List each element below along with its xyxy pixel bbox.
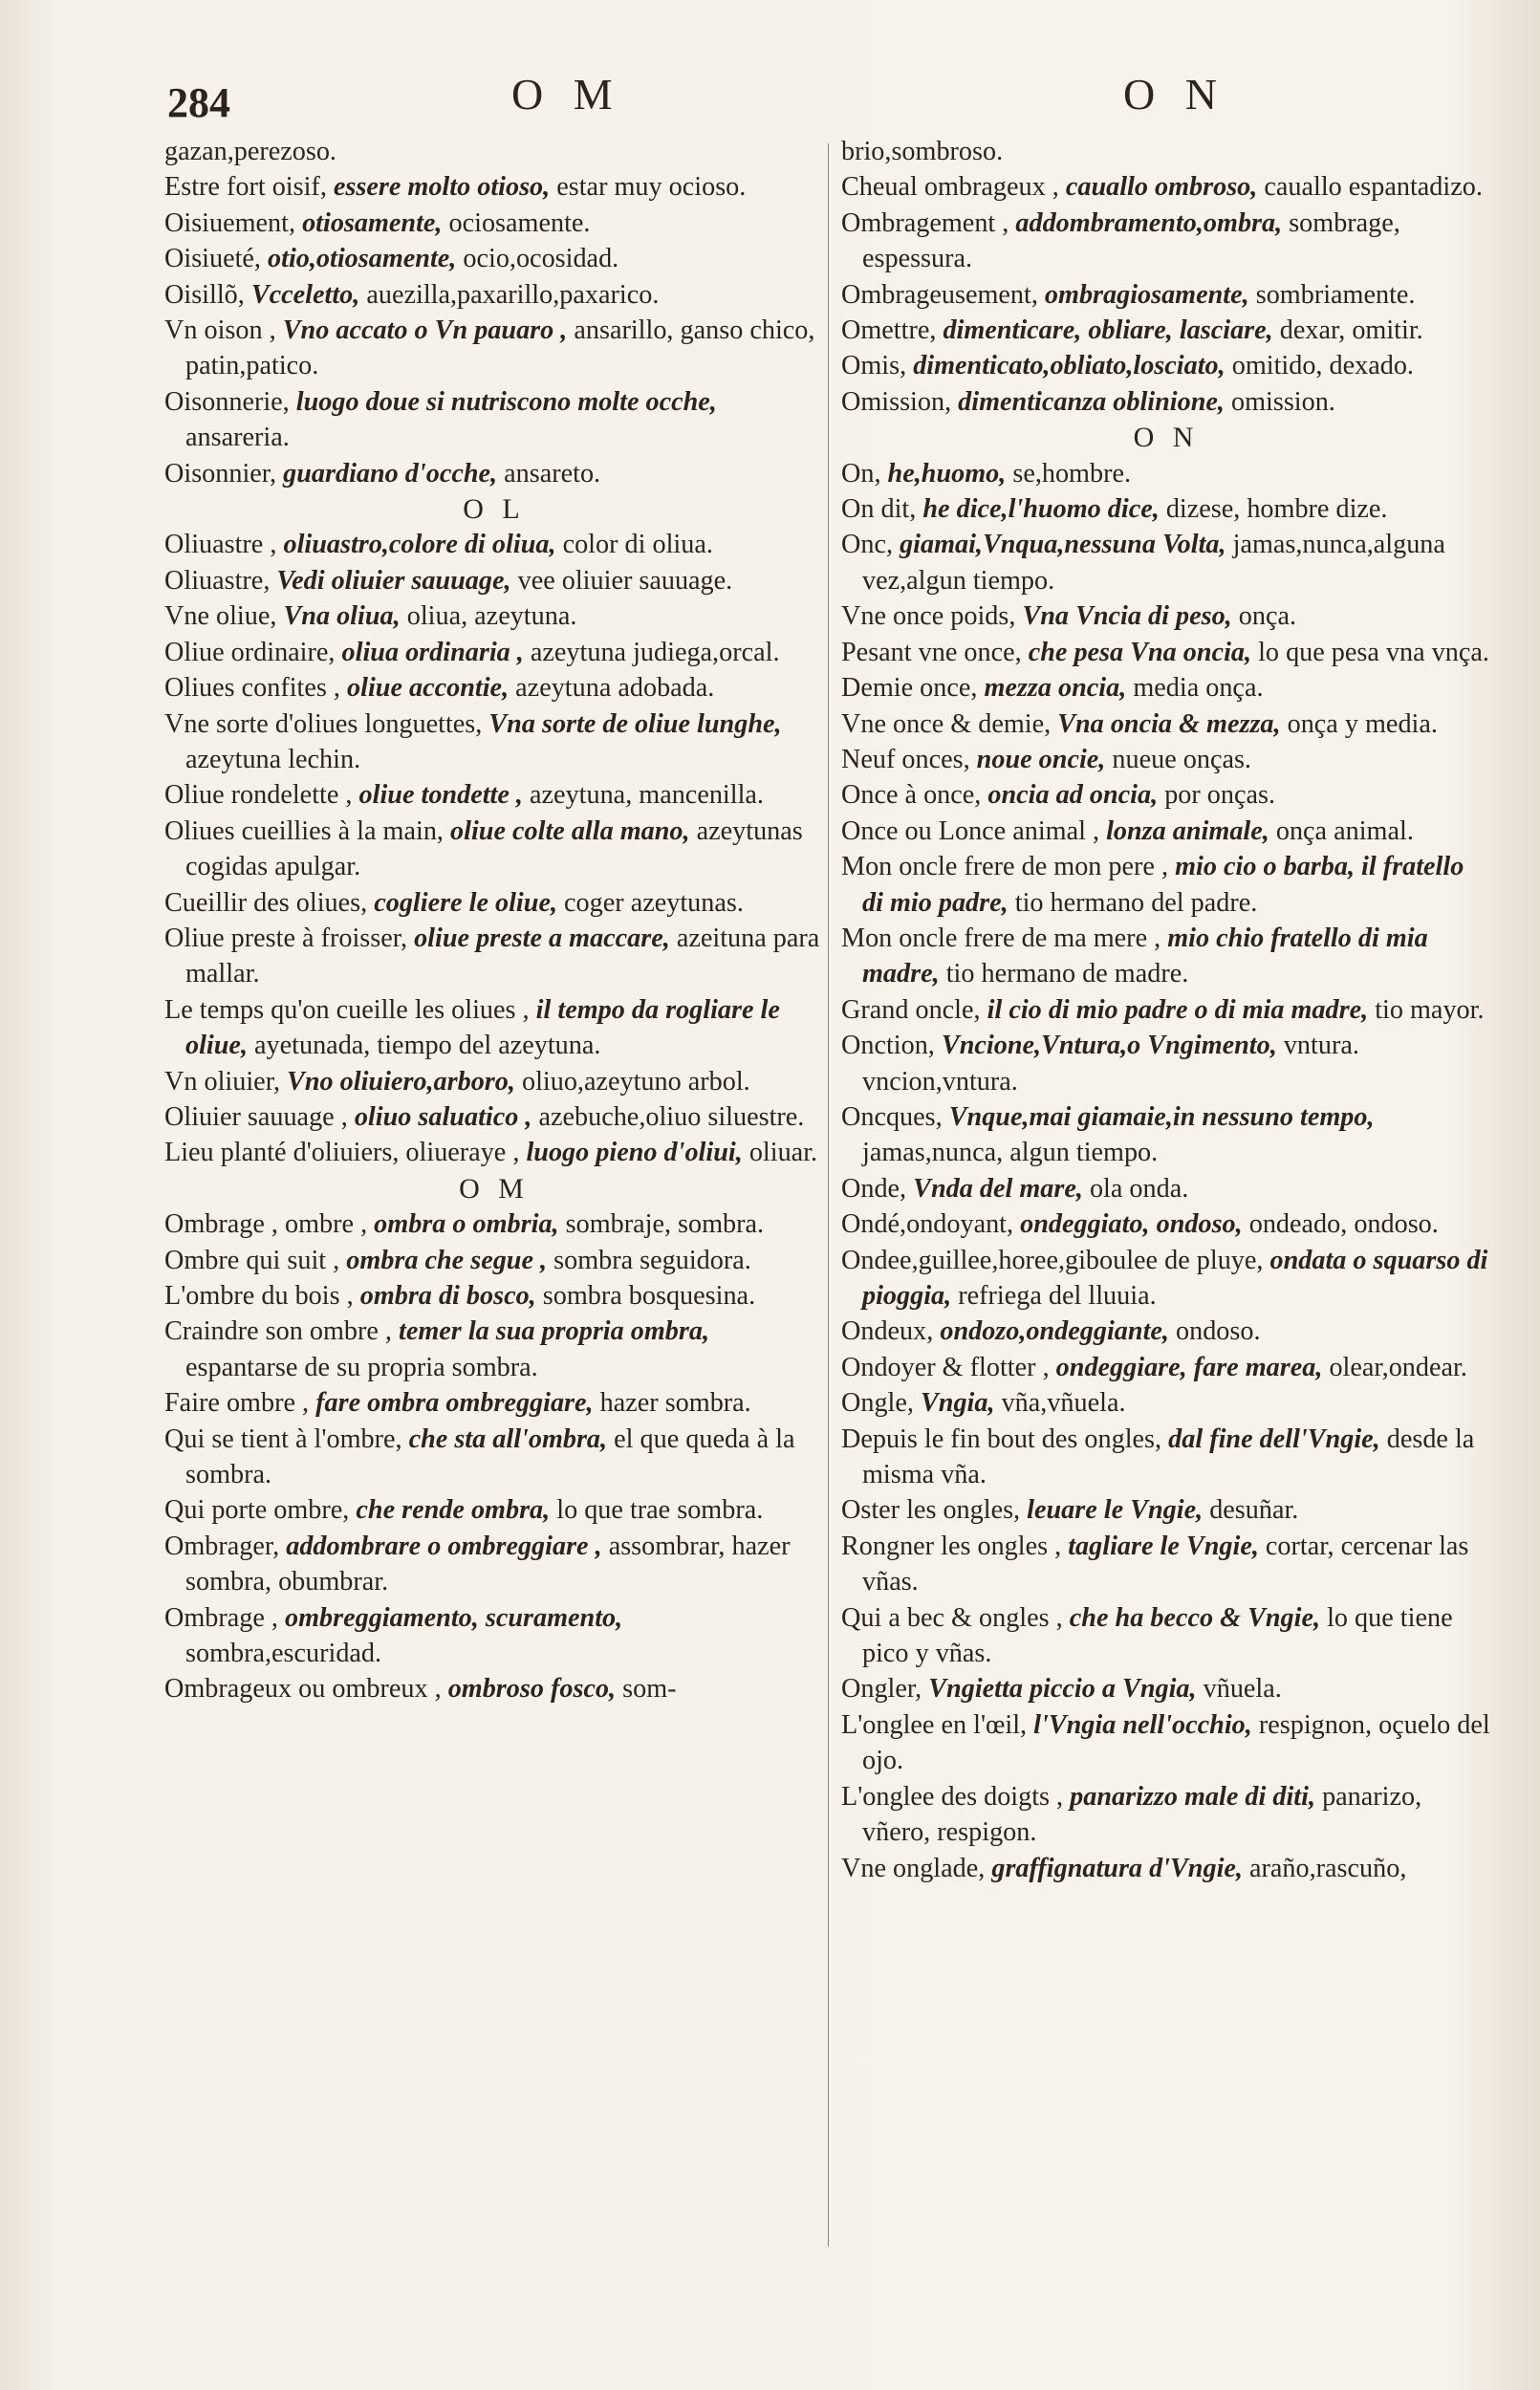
french-term: Oliue preste à froisser, bbox=[164, 923, 408, 953]
spanish-translation: jamas,nunca,alguna vez,algun tiempo. bbox=[862, 530, 1445, 596]
italian-translation: oliuo saluatico , bbox=[354, 1101, 532, 1132]
dictionary-entry bbox=[164, 1206, 824, 1242]
french-term: L'onglee en l'œil, bbox=[841, 1709, 1028, 1740]
page-number: 284 bbox=[167, 79, 230, 126]
italian-translation: oliue accontie, bbox=[347, 673, 510, 704]
french-term: L'ombre du bois , bbox=[164, 1281, 354, 1311]
french-term: Estre fort oisif, bbox=[164, 172, 327, 203]
dictionary-entry bbox=[164, 241, 824, 276]
italian-translation: panarizzo male di diti, bbox=[1070, 1781, 1316, 1812]
italian-translation: oliue tondette , bbox=[358, 780, 523, 811]
spanish-translation: nueue onças. bbox=[1112, 744, 1251, 774]
dictionary-entry bbox=[164, 1422, 824, 1493]
french-term: Neuf onces, bbox=[841, 744, 970, 774]
dictionary-entry bbox=[164, 134, 824, 169]
dictionary-entry bbox=[841, 1314, 1491, 1349]
french-term: Ombrageux ou ombreux , bbox=[164, 1674, 442, 1705]
spanish-translation: vntura. vncion,vntura. bbox=[862, 1031, 1359, 1097]
dictionary-entry bbox=[841, 169, 1491, 205]
spanish-translation: vee oliuier sauuage. bbox=[517, 565, 733, 596]
spanish-translation: azeituna para mallar. bbox=[185, 923, 820, 989]
french-term: Faire ombre , bbox=[164, 1388, 310, 1419]
spanish-translation: onça animal. bbox=[1275, 815, 1414, 846]
italian-translation: Vcceletto, bbox=[250, 279, 360, 310]
italian-translation: he,huomo, bbox=[887, 458, 1007, 489]
french-term: Ondeux, bbox=[841, 1316, 934, 1347]
french-term: Oliue rondelette , bbox=[164, 780, 353, 811]
italian-translation: che ha becco & Vngie, bbox=[1069, 1602, 1321, 1633]
spanish-translation: ola onda. bbox=[1089, 1173, 1189, 1204]
italian-translation: dimenticato,obliato,losciato, bbox=[913, 351, 1225, 381]
italian-translation: ondeggiare, fare marea, bbox=[1055, 1352, 1323, 1382]
italian-translation: temer la sua propria ombra, bbox=[399, 1316, 709, 1347]
dictionary-entry bbox=[841, 1243, 1491, 1314]
dictionary-entry bbox=[164, 1492, 824, 1528]
french-term: Ongler, bbox=[841, 1674, 922, 1705]
italian-translation: mezza oncia, bbox=[984, 673, 1127, 704]
french-term: Oliuastre , bbox=[164, 530, 277, 560]
spanish-translation: panarizo, vñero, respigon. bbox=[862, 1781, 1422, 1848]
spanish-translation: lo que trae sombra. bbox=[556, 1495, 764, 1526]
italian-translation: Vngietta piccio a Vngia, bbox=[928, 1674, 1197, 1705]
spanish-translation: dizese, hombre dize. bbox=[1165, 494, 1388, 525]
dictionary-entry bbox=[164, 814, 824, 885]
spanish-translation: oliuar. bbox=[748, 1138, 818, 1168]
spanish-translation: azeytuna, mancenilla. bbox=[530, 780, 764, 811]
spanish-translation: sombra seguidora. bbox=[553, 1245, 751, 1275]
french-term: Oisiueté, bbox=[164, 244, 261, 274]
spanish-translation: sombra bosquesina. bbox=[542, 1281, 756, 1311]
french-term: Once à once, bbox=[841, 780, 982, 811]
italian-translation: l'Vngia nell'occhio, bbox=[1033, 1709, 1252, 1740]
dictionary-entry bbox=[164, 384, 824, 456]
french-term: Vne once & demie, bbox=[841, 708, 1052, 739]
spanish-translation: omission. bbox=[1231, 386, 1335, 417]
dictionary-entry bbox=[841, 348, 1491, 383]
spanish-translation: olear,ondear. bbox=[1329, 1352, 1467, 1382]
spanish-translation: sombriamente. bbox=[1255, 279, 1416, 310]
french-term: brio,sombroso. bbox=[841, 137, 1004, 166]
french-term: Omission, bbox=[841, 386, 952, 417]
spanish-translation: jamas,nunca, algun tiempo. bbox=[862, 1138, 1159, 1168]
french-term: Oster les ongles, bbox=[841, 1495, 1021, 1526]
spanish-translation: auezilla,paxarillo,paxarico. bbox=[366, 279, 660, 310]
dictionary-entry bbox=[164, 1314, 824, 1385]
dictionary-entry bbox=[164, 563, 824, 598]
french-term: Omis, bbox=[841, 351, 907, 381]
french-term: Oliuastre, bbox=[164, 565, 271, 596]
dictionary-entry bbox=[841, 814, 1491, 849]
spanish-translation: azeytuna judiega,orcal. bbox=[530, 637, 780, 667]
french-term: Ombrageusement, bbox=[841, 279, 1038, 310]
dictionary-entry bbox=[841, 1099, 1491, 1171]
french-term: Ombrager, bbox=[164, 1531, 280, 1561]
italian-translation: addombrare o ombreggiare , bbox=[286, 1531, 602, 1561]
spanish-translation: azebuche,oliuo siluestre. bbox=[538, 1101, 805, 1132]
spanish-translation: ociosamente. bbox=[448, 207, 591, 238]
italian-translation: fare ombra ombreggiare, bbox=[315, 1388, 594, 1419]
spanish-translation: ondoso. bbox=[1176, 1316, 1261, 1347]
dictionary-entry bbox=[841, 706, 1491, 742]
dictionary-entry bbox=[841, 598, 1491, 634]
italian-translation: che rende ombra, bbox=[356, 1495, 551, 1526]
dictionary-entry bbox=[164, 1278, 824, 1314]
dictionary-entry bbox=[841, 992, 1491, 1028]
french-term: Oncques, bbox=[841, 1101, 943, 1132]
italian-translation: mio cio o barba, il fratello di mio padre, bbox=[862, 852, 1464, 918]
spanish-translation: el que queda à la sombra. bbox=[185, 1423, 795, 1490]
italian-translation: dimenticare, obliare, lasciare, bbox=[943, 315, 1273, 346]
italian-translation: graffignatura d'Vngie, bbox=[991, 1853, 1243, 1883]
french-term: Mon oncle frere de mon pere , bbox=[841, 852, 1169, 882]
french-term: Oliues confites , bbox=[164, 673, 340, 704]
french-term: Ondé,ondoyant, bbox=[841, 1209, 1014, 1240]
italian-translation: Vnda del mare, bbox=[913, 1173, 1083, 1204]
french-term: Cueillir des oliues, bbox=[164, 887, 368, 918]
french-term: Vne onglade, bbox=[841, 1853, 986, 1883]
french-term: Qui se tient à l'ombre, bbox=[164, 1423, 402, 1454]
french-term: Lieu planté d'oliuiers, oliueraye , bbox=[164, 1138, 520, 1168]
spanish-translation: vñuela. bbox=[1203, 1674, 1282, 1705]
dictionary-entry bbox=[164, 635, 824, 670]
italian-translation: ondeggiato, ondoso, bbox=[1020, 1209, 1243, 1240]
french-term: Le temps qu'on cueille les oliues , bbox=[164, 994, 530, 1025]
spanish-translation: lo que tiene pico y vñas. bbox=[862, 1602, 1453, 1669]
spanish-translation: vña,vñuela. bbox=[1001, 1388, 1126, 1419]
dictionary-entry bbox=[841, 1492, 1491, 1528]
spanish-translation: ansareto. bbox=[504, 458, 601, 489]
french-term: Qui porte ombre, bbox=[164, 1495, 350, 1526]
spanish-translation: desde la misma vña. bbox=[862, 1423, 1475, 1490]
spanish-translation: azeytunas cogidas apulgar. bbox=[185, 815, 803, 882]
italian-translation: leuare le Vngie, bbox=[1027, 1495, 1204, 1526]
french-term: L'onglee des doigts , bbox=[841, 1781, 1064, 1812]
french-term: Depuis le fin bout des ongles, bbox=[841, 1423, 1162, 1454]
italian-translation: he dice,l'huomo dice, bbox=[922, 494, 1160, 525]
italian-translation: il tempo da rogliare le oliue, bbox=[185, 994, 780, 1061]
spanish-translation: azeytuna lechin. bbox=[185, 744, 361, 774]
italian-translation: Vna sorte de oliue lunghe, bbox=[488, 708, 782, 739]
dictionary-entry bbox=[164, 706, 824, 778]
dictionary-entry bbox=[164, 1099, 824, 1135]
dictionary-entry bbox=[841, 1529, 1491, 1600]
italian-translation: oliue colte alla mano, bbox=[450, 815, 690, 846]
french-term: Oliues cueillies à la main, bbox=[164, 815, 444, 846]
french-term: On, bbox=[841, 458, 881, 489]
dictionary-entry bbox=[841, 456, 1491, 491]
french-term: Mon oncle frere de ma mere , bbox=[841, 923, 1161, 953]
spanish-translation: lo que pesa vna vnça. bbox=[1258, 637, 1489, 667]
spanish-translation: hazer sombra. bbox=[599, 1388, 751, 1419]
italian-translation: Vna Vncia di peso, bbox=[1022, 601, 1232, 632]
dictionary-entry bbox=[841, 635, 1491, 670]
dictionary-entry bbox=[164, 670, 824, 706]
italian-translation: Vno accato o Vn pauaro , bbox=[282, 315, 568, 346]
french-term: Ombragement , bbox=[841, 207, 1009, 238]
dictionary-entry bbox=[164, 1529, 824, 1600]
french-term: Pesant vne once, bbox=[841, 637, 1022, 667]
spanish-translation: respignon, oçuelo del ojo. bbox=[862, 1709, 1490, 1776]
spanish-translation: estar muy ocioso. bbox=[556, 172, 747, 203]
italian-translation: ombragiosamente, bbox=[1044, 279, 1249, 310]
dictionary-entry bbox=[164, 885, 824, 921]
italian-translation: ombreggiamento, scuramento, bbox=[285, 1602, 623, 1633]
dictionary-entry bbox=[164, 313, 824, 384]
italian-translation: oliue preste a maccare, bbox=[414, 923, 670, 953]
spanish-translation: assombrar, hazer sombra, obumbrar. bbox=[185, 1531, 791, 1597]
italian-translation: oliua ordinaria , bbox=[341, 637, 524, 667]
french-term: Onde, bbox=[841, 1173, 907, 1204]
french-term: Oisiuement, bbox=[164, 207, 296, 238]
dictionary-entry bbox=[841, 921, 1491, 992]
dictionary-entry bbox=[164, 169, 824, 205]
french-term: Oliue ordinaire, bbox=[164, 637, 336, 667]
dictionary-entry bbox=[841, 527, 1491, 598]
spanish-translation: media onça. bbox=[1133, 673, 1264, 704]
spanish-translation: oliua, azeytuna. bbox=[406, 601, 577, 632]
spanish-translation: desuñar. bbox=[1209, 1495, 1299, 1526]
italian-translation: dimenticanza oblinione, bbox=[958, 386, 1225, 417]
running-header-right: O N bbox=[1123, 70, 1226, 119]
italian-translation: ombra o ombria, bbox=[374, 1209, 559, 1240]
italian-translation: otiosamente, bbox=[302, 207, 443, 238]
dictionary-entry bbox=[164, 1064, 824, 1099]
dictionary-entry bbox=[841, 1671, 1491, 1706]
spanish-translation: omitido, dexado. bbox=[1231, 351, 1414, 381]
spanish-translation: onça. bbox=[1238, 601, 1297, 632]
dictionary-entry bbox=[164, 1135, 824, 1170]
spanish-translation: araño,rascuño, bbox=[1249, 1853, 1407, 1883]
dictionary-entry bbox=[841, 134, 1491, 169]
french-term: Vn oliuier, bbox=[164, 1066, 280, 1097]
italian-translation: ombra di bosco, bbox=[359, 1281, 536, 1311]
french-term: Qui a bec & ongles , bbox=[841, 1602, 1063, 1633]
french-term: Craindre son ombre , bbox=[164, 1316, 392, 1347]
french-term: Onction, bbox=[841, 1031, 935, 1061]
italian-translation: noue oncie, bbox=[976, 744, 1106, 774]
italian-translation: mio chio fratello di mia madre, bbox=[862, 923, 1428, 989]
dictionary-entry bbox=[841, 1422, 1491, 1493]
french-term: Oisonnier, bbox=[164, 458, 277, 489]
spanish-translation: onça y media. bbox=[1287, 708, 1438, 739]
french-term: Ombrage , bbox=[164, 1602, 278, 1633]
dictionary-entry bbox=[841, 1779, 1491, 1851]
spanish-translation: coger azeytunas. bbox=[564, 887, 744, 918]
dictionary-entry bbox=[841, 491, 1491, 527]
dictionary-entry bbox=[164, 598, 824, 634]
spanish-translation: dexar, omitir. bbox=[1279, 315, 1423, 346]
spanish-translation: sombraje, sombra. bbox=[565, 1209, 765, 1240]
dictionary-entry bbox=[841, 1206, 1491, 1242]
spanish-translation: som- bbox=[622, 1674, 677, 1705]
dictionary-entry bbox=[841, 1028, 1491, 1099]
italian-translation: Vno oliuiero,arboro, bbox=[287, 1066, 515, 1097]
dictionary-entry bbox=[164, 1600, 824, 1672]
french-term: Grand oncle, bbox=[841, 994, 981, 1025]
dictionary-entry bbox=[841, 384, 1491, 420]
italian-translation: addombramento,ombra, bbox=[1015, 207, 1283, 238]
spanish-translation: cauallo espantadizo. bbox=[1264, 172, 1483, 203]
dictionary-entry bbox=[841, 277, 1491, 313]
spanish-translation: sombra,escuridad. bbox=[185, 1639, 382, 1669]
italian-translation: cogliere le oliue, bbox=[374, 887, 557, 918]
spanish-translation: tio hermano del padre. bbox=[1014, 887, 1258, 918]
french-term: Ondee,guillee,horee,giboulee de pluye, bbox=[841, 1245, 1264, 1275]
spanish-translation: ondeado, ondoso. bbox=[1248, 1209, 1439, 1240]
dictionary-entry bbox=[841, 1350, 1491, 1385]
italian-translation: Vncione,Vntura,o Vngimento, bbox=[941, 1031, 1277, 1061]
dictionary-entry bbox=[841, 1171, 1491, 1206]
dictionary-entry bbox=[164, 1243, 824, 1278]
spanish-translation: ansareria. bbox=[185, 423, 290, 453]
dictionary-entry bbox=[841, 849, 1491, 921]
italian-translation: ondata o squarso di pioggia, bbox=[862, 1245, 1488, 1311]
spanish-translation: tio hermano de madre. bbox=[945, 959, 1189, 989]
italian-translation: otio,otiosamente, bbox=[268, 244, 457, 274]
running-header-left: O M bbox=[511, 70, 622, 119]
spanish-translation: ansarillo, ganso chico, patin,patico. bbox=[185, 315, 815, 381]
spanish-translation: se,hombre. bbox=[1012, 458, 1132, 489]
spanish-translation: espantarse de su propria sombra. bbox=[185, 1352, 538, 1382]
spanish-translation: por onças. bbox=[1164, 780, 1276, 811]
dictionary-entry bbox=[164, 1385, 824, 1421]
french-term: Vne once poids, bbox=[841, 601, 1016, 632]
dictionary-entry bbox=[164, 921, 824, 992]
spanish-translation: tio mayor. bbox=[1375, 994, 1485, 1025]
spanish-translation: color di oliua. bbox=[562, 530, 713, 560]
dictionary-entry bbox=[841, 1851, 1491, 1886]
dictionary-entry bbox=[164, 527, 824, 562]
spanish-translation: ayetunada, tiempo del azeytuna. bbox=[254, 1031, 601, 1061]
italian-translation: luogo pieno d'oliui, bbox=[526, 1138, 743, 1168]
french-term: Ombre qui suit , bbox=[164, 1245, 340, 1275]
column-divider bbox=[828, 143, 829, 2247]
italian-translation: dal fine dell'Vngie, bbox=[1168, 1423, 1380, 1454]
french-term: Ombrage , ombre , bbox=[164, 1209, 368, 1240]
french-term: Ongle, bbox=[841, 1388, 914, 1419]
spanish-translation: ocio,ocosidad. bbox=[463, 244, 619, 274]
dictionary-entry bbox=[841, 1385, 1491, 1421]
french-term: Oliuier sauuage , bbox=[164, 1101, 348, 1132]
spanish-translation: oliuo,azeytuno arbol. bbox=[521, 1066, 750, 1097]
dictionary-entry bbox=[164, 992, 824, 1064]
french-term: Vn oison , bbox=[164, 315, 276, 346]
italian-translation: ondozo,ondeggiante, bbox=[940, 1316, 1169, 1347]
spanish-translation: refriega del lluuia. bbox=[958, 1281, 1157, 1311]
dictionary-entry bbox=[841, 777, 1491, 813]
italian-translation: Vna oncia & mezza, bbox=[1057, 708, 1281, 739]
italian-translation: ombroso fosco, bbox=[447, 1674, 617, 1705]
italian-translation: Vnque,mai giamaie,in nessuno tempo, bbox=[948, 1101, 1375, 1132]
spanish-translation: sombrage, espessura. bbox=[862, 207, 1400, 274]
italian-translation: il cio di mio padre o di mia madre, bbox=[987, 994, 1369, 1025]
italian-translation: guardiano d'ocche, bbox=[283, 458, 498, 489]
section-heading: O M bbox=[459, 1172, 530, 1205]
italian-translation: oncia ad oncia, bbox=[987, 780, 1159, 811]
italian-translation: che sta all'ombra, bbox=[408, 1423, 608, 1454]
italian-translation: giamai,Vnqua,nessuna Volta, bbox=[900, 530, 1226, 560]
dictionary-entry bbox=[841, 1600, 1491, 1672]
spanish-translation: azeytuna adobada. bbox=[515, 673, 715, 704]
french-term: Ondoyer & flotter , bbox=[841, 1352, 1050, 1382]
dictionary-entry bbox=[841, 670, 1491, 706]
french-term: Oisonnerie, bbox=[164, 386, 290, 417]
dictionary-entry bbox=[164, 206, 824, 241]
italian-translation: essere molto otioso, bbox=[333, 172, 551, 203]
dictionary-entry bbox=[841, 742, 1491, 777]
italian-translation: cauallo ombroso, bbox=[1065, 172, 1258, 203]
dictionary-entry bbox=[164, 1671, 824, 1706]
italian-translation: luogo doue si nutriscono molte ocche, bbox=[295, 386, 717, 417]
italian-translation: oliuastro,colore di oliua, bbox=[283, 530, 556, 560]
french-term: gazan,perezoso. bbox=[164, 137, 336, 166]
french-term: Oisillõ, bbox=[164, 279, 245, 310]
italian-translation: che pesa Vna oncia, bbox=[1028, 637, 1252, 667]
dictionary-entry bbox=[841, 1707, 1491, 1779]
french-term: Demie once, bbox=[841, 673, 978, 704]
dictionary-entry bbox=[164, 277, 824, 313]
dictionary-entry bbox=[841, 313, 1491, 348]
dictionary-entry bbox=[164, 777, 824, 813]
italian-translation: lonza animale, bbox=[1106, 815, 1269, 846]
french-term: Vne oliue, bbox=[164, 601, 277, 632]
italian-translation: Vedi oliuier sauuage, bbox=[276, 565, 511, 596]
section-heading: O L bbox=[463, 493, 526, 526]
section-heading: O N bbox=[1133, 422, 1200, 454]
italian-translation: Vna oliua, bbox=[283, 601, 401, 632]
left-column bbox=[164, 134, 824, 1707]
spanish-translation: cortar, cercenar las vñas. bbox=[862, 1531, 1469, 1597]
french-term: Once ou Lonce animal , bbox=[841, 815, 1100, 846]
italian-translation: ombra che segue , bbox=[346, 1245, 548, 1275]
french-term: Rongner les ongles , bbox=[841, 1531, 1062, 1561]
french-term: Vne sorte d'oliues longuettes, bbox=[164, 708, 483, 739]
french-term: Onc, bbox=[841, 530, 894, 560]
french-term: Cheual ombrageux , bbox=[841, 172, 1059, 203]
italian-translation: tagliare le Vngie, bbox=[1068, 1531, 1259, 1561]
french-term: On dit, bbox=[841, 494, 917, 525]
dictionary-entry bbox=[164, 456, 824, 491]
italian-translation: Vngia, bbox=[920, 1388, 995, 1419]
dictionary-entry bbox=[841, 206, 1491, 277]
right-column bbox=[841, 134, 1491, 1886]
french-term: Omettre, bbox=[841, 315, 937, 346]
